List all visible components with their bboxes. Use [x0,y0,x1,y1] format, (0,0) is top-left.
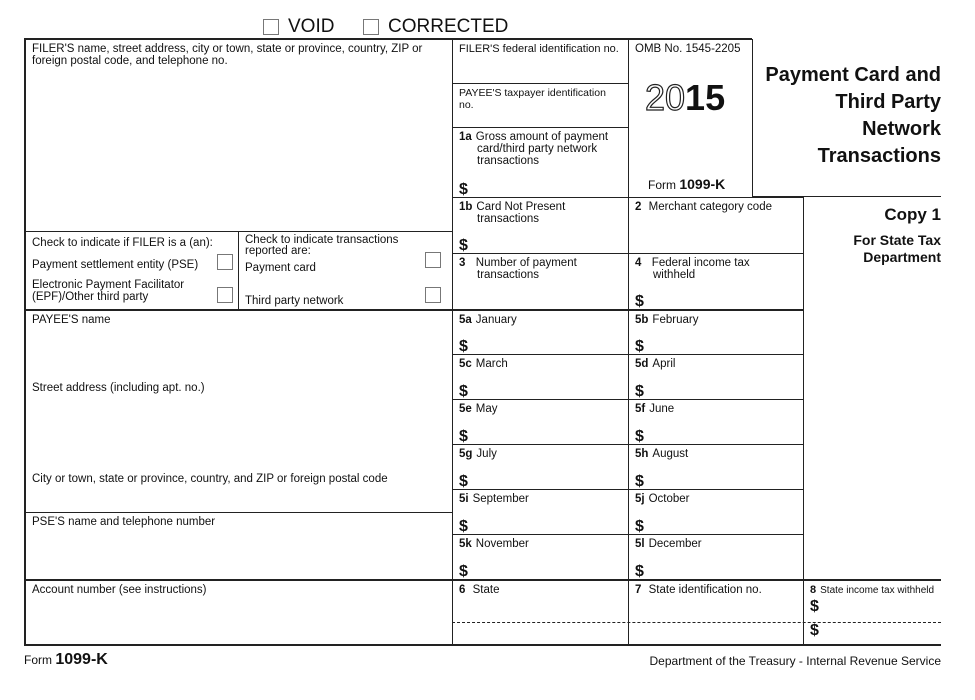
box-number: 5h [635,448,649,460]
filer-type-section [24,231,239,310]
box-1a-label: transactions [477,155,540,167]
dollar-sign: $ [635,563,644,580]
tax-year: 2015 [645,77,726,118]
dollar-sign: $ [459,383,468,400]
box-2-label: Merchant category code [648,201,772,213]
month-label: February [652,314,699,326]
month-label: May [475,403,498,415]
transaction-type-label: reported are: [245,245,311,257]
box-3-label: Number of payment [475,257,577,269]
box-5j-field[interactable] [628,489,804,535]
payee-city-label: City or town, state or province, country, and ZIP or foreign postal code [32,473,388,485]
dollar-sign: $ [810,598,819,615]
box-5b-field[interactable] [628,309,804,355]
pse-name-field[interactable] [24,512,453,580]
filer-info-field[interactable] [24,39,453,232]
box-number: 5a [459,314,472,326]
copy-subtitle: For State Tax Department [853,232,941,265]
box-number: 5g [459,448,473,460]
box-number: 5e [459,403,472,415]
month-label: January [475,314,517,326]
box-4-field[interactable]: 4 Federal income tax withheld $ [628,253,804,310]
box-1b-label: transactions [477,213,540,225]
payee-info-field[interactable] [24,309,453,513]
box-8-field[interactable]: 8 State income tax withheld $ $ [803,579,941,646]
box-1a-field[interactable] [452,127,629,198]
box-1a-label: Gross amount of payment [475,131,609,143]
box-5k-field[interactable] [452,534,629,580]
box-6-field[interactable]: 6 State [452,579,629,646]
box-8-label: State income tax withheld [820,585,935,596]
dollar-sign: $ [459,237,468,254]
box-5f-field[interactable] [628,399,804,445]
dollar-sign: $ [635,473,644,490]
box-5e-field[interactable] [452,399,629,445]
third-party-network-checkbox[interactable] [425,287,441,303]
box-5a-field[interactable] [452,309,629,355]
month-label: October [648,493,690,505]
box-5d-field[interactable] [628,354,804,400]
box-number: 5b [635,314,649,326]
filer-fed-id-label: FILER'S federal identification no. [459,43,619,55]
dollar-sign: $ [635,428,644,445]
box-number: 5c [459,358,472,370]
third-party-network-label: Third party network [245,295,344,307]
box-1a-number: 1a [459,131,472,143]
account-number-field[interactable] [24,579,453,646]
month-label: April [652,358,676,370]
payee-tin-field[interactable] [452,83,629,128]
pse-name-label: PSE'S name and telephone number [32,516,216,528]
box-3-label: transactions [477,269,540,281]
corrected-label: CORRECTED [388,16,509,37]
pse-option-label: Payment settlement entity (PSE) [32,259,199,271]
box-7-label: State identification no. [648,584,762,596]
dollar-sign: $ [810,622,819,639]
box-3-field[interactable]: 3 Number of payment transactions [452,253,629,310]
box-5h-field[interactable] [628,444,804,490]
copy-title: Copy 1 [884,205,941,224]
box-5l-field[interactable] [628,534,804,580]
payee-name-label: PAYEE'S name [32,314,111,326]
box-5g-field[interactable] [452,444,629,490]
box-1b-field[interactable]: 1b Card Not Present transactions $ [452,197,629,254]
box-number: 5d [635,358,649,370]
payee-tin-label: PAYEE'S taxpayer identification no. [459,87,606,111]
filer-type-label: Check to indicate if FILER is a (an): [32,237,213,249]
omb-number: OMB No. 1545-2205 [635,43,741,55]
transaction-type-section [238,231,453,310]
month-label: September [472,493,529,505]
void-label: VOID [288,16,335,37]
pse-checkbox[interactable] [217,254,233,270]
month-label: August [652,448,689,460]
box-2-field[interactable]: 2 Merchant category code [628,197,804,254]
box-number: 5l [635,538,645,550]
dollar-sign: $ [459,428,468,445]
box-number: 5f [635,403,646,415]
month-label: March [475,358,508,370]
box-number: 5k [459,538,472,550]
box-1a-label: card/third party network [477,143,598,155]
month-label: November [475,538,529,550]
omb-year-box [628,39,753,198]
box-7-field[interactable]: 7 State identification no. [628,579,804,646]
payment-card-checkbox[interactable] [425,252,441,268]
dollar-sign: $ [635,383,644,400]
filer-info-label: FILER'S name, street address, city or town, state or province, country, ZIP or foreign postal code, and telephone no. [32,43,423,67]
month-label: June [649,403,675,415]
box-number: 5j [635,493,645,505]
account-number-label: Account number (see instructions) [32,584,207,596]
epf-checkbox[interactable] [217,287,233,303]
dollar-sign: $ [635,518,644,535]
dollar-sign: $ [459,181,468,198]
form-title: Payment Card and Third Party Network Transactions [765,64,941,167]
box-5i-field[interactable] [452,489,629,535]
box-5c-field[interactable] [452,354,629,400]
epf-option-label: (EPF)/Other third party [32,291,149,303]
corrected-checkbox[interactable] [363,19,379,35]
footer-form-name: Form 1099-K [24,651,108,668]
payment-card-label: Payment card [245,262,316,274]
dollar-sign: $ [459,473,468,490]
dollar-sign: $ [635,293,644,310]
dollar-sign: $ [459,338,468,355]
dollar-sign: $ [635,338,644,355]
box-4-label: Federal income tax [651,257,750,269]
dashed-divider [452,622,941,623]
payee-street-label: Street address (including apt. no.) [32,382,205,394]
box-4-label: withheld [653,269,696,281]
dollar-sign: $ [459,563,468,580]
filer-fed-id-field[interactable] [452,39,629,84]
epf-option-label: Electronic Payment Facilitator [32,279,185,291]
box-1b-label: Card Not Present [476,201,566,213]
box-number: 5i [459,493,469,505]
form-name: Form 1099-K [648,176,726,192]
footer-agency: Department of the Treasury - Internal Revenue Service [649,654,941,668]
void-checkbox[interactable] [263,19,279,35]
dollar-sign: $ [459,518,468,535]
box-6-label: State [472,584,500,596]
month-label: July [476,448,497,460]
month-label: December [648,538,702,550]
transaction-type-label: Check to indicate transactions [245,234,399,246]
